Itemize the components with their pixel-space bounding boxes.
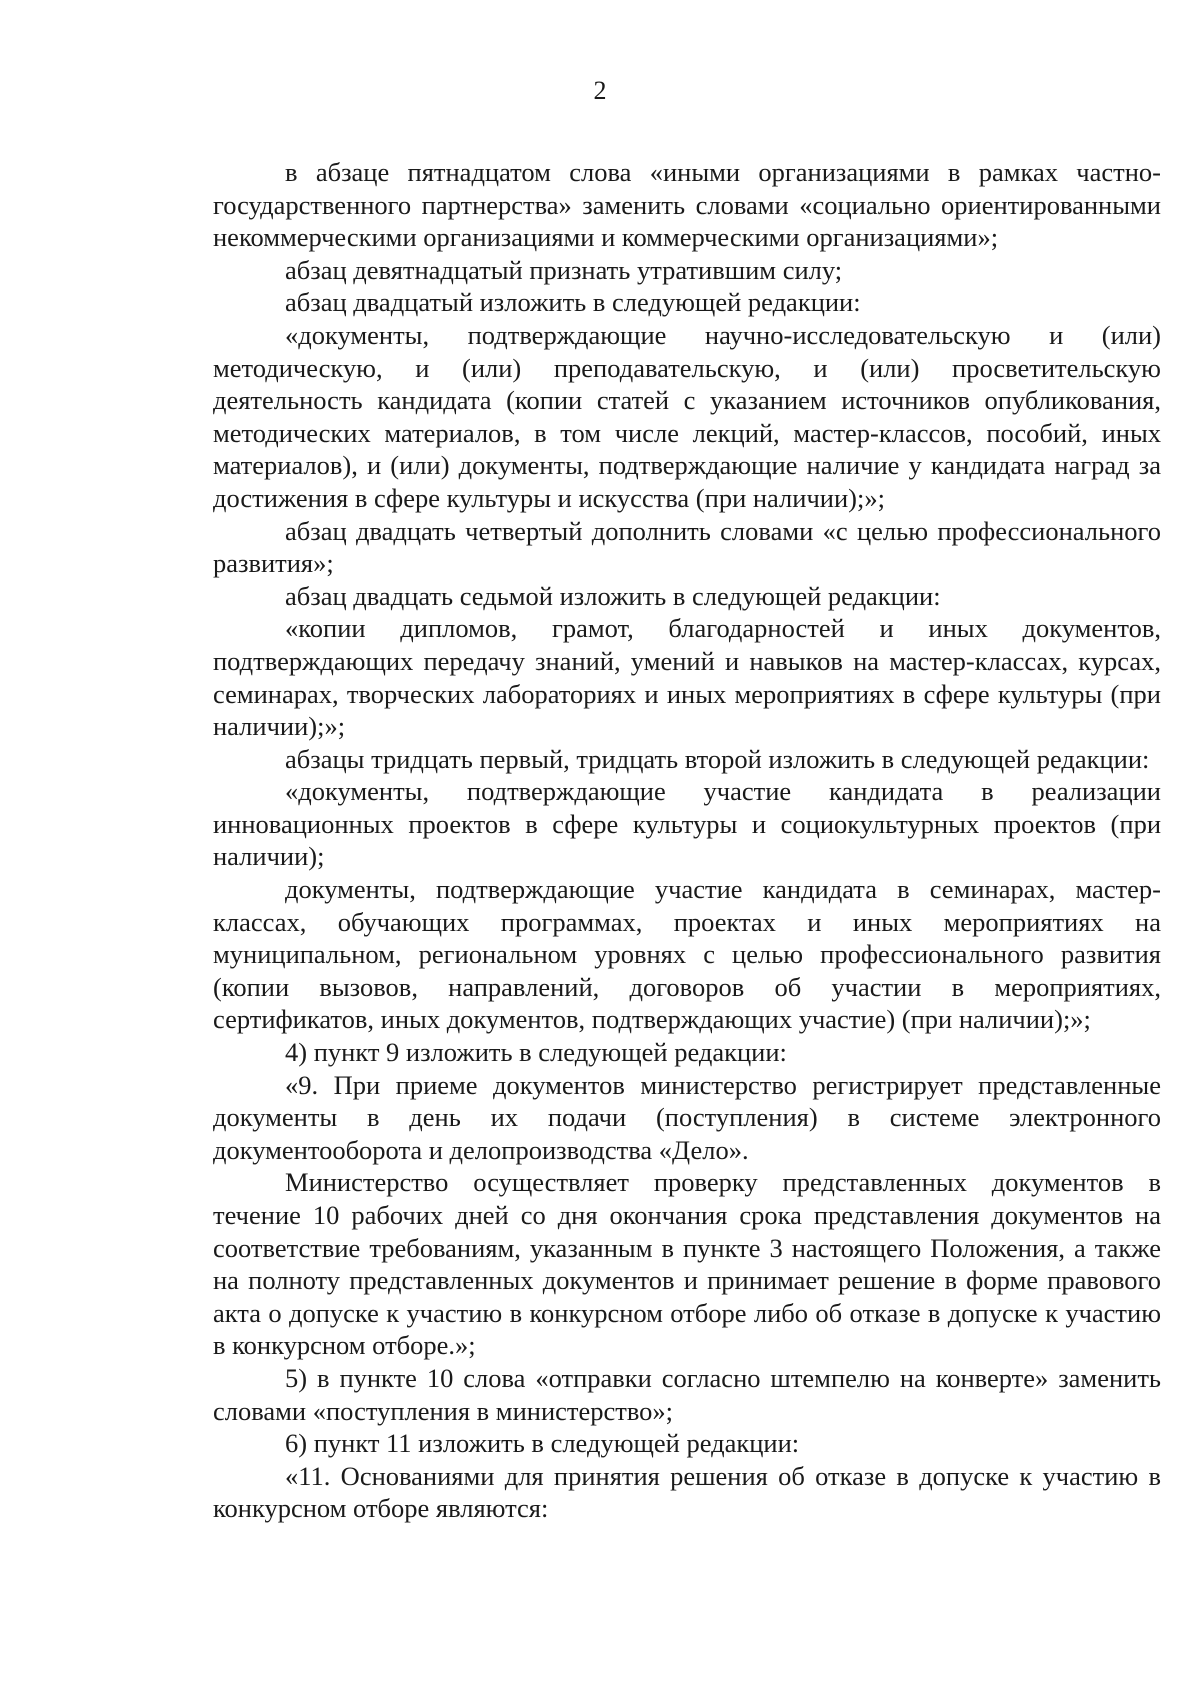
- paragraph: «документы, подтверждающие участие кандидата в реализации инновационных проектов в сфере культуры и социокультурных проектов (при наличии);: [213, 776, 1161, 872]
- paragraph: 4) пункт 9 изложить в следующей редакции:: [285, 1037, 787, 1068]
- paragraph: 5) в пункте 10 слова «отправки согласно штемпелю на конверте» заменить словами «поступления в министерство»;: [213, 1362, 1161, 1426]
- paragraph: абзац двадцать седьмой изложить в следующей редакции:: [285, 580, 941, 611]
- paragraph: 6) пункт 11 изложить в следующей редакции:: [285, 1428, 800, 1459]
- paragraph: абзац девятнадцатый признать утратившим силу;: [285, 254, 843, 285]
- paragraph: документы, подтверждающие участие кандидата в семинарах, мастер-классах, обучающих программах, проектах и иных мероприятиях на муниципальном, региональном уровнях с целью профессионального развития (копии вызовов, направлений, договоров об участии в мероприятиях, сертификатов, иных документов, подтверждающих участие) (при наличии);»;: [213, 874, 1161, 1035]
- page-number: 2: [593, 76, 607, 105]
- paragraph: абзац двадцать четвертый дополнить словами «с целью профессионального развития»;: [213, 515, 1161, 579]
- paragraph: Министерство осуществляет проверку представленных документов в течение 10 рабочих дней со дня окончания срока представления документов на соответствие требованиям, указанным в пункте 3 настоящего Положения, а также на полноту представленных документов и принимает решение в форме правового акта о допуске к участию в конкурсном отборе либо об отказе в допуске к участию в конкурсном отборе.»;: [213, 1167, 1161, 1361]
- paragraph: «11. Основаниями для принятия решения об отказе в допуске к участию в конкурсном отборе являются:: [213, 1460, 1161, 1524]
- paragraph: «копии дипломов, грамот, благодарностей и иных документов, подтверждающих передачу знаний, умений и навыков на мастер-классах, курсах, семинарах, творческих лабораториях и иных мероприятиях в сфере культуры (при наличии);»;: [213, 613, 1161, 742]
- paragraph: абзац двадцатый изложить в следующей редакции:: [285, 287, 861, 318]
- paragraph: в абзаце пятнадцатом слова «иными организациями в рамках частно-государственного партнерства» заменить словами «социально ориентированными некоммерческими организациями и коммерческими организациями»;: [213, 157, 1161, 253]
- paragraph: абзацы тридцать первый, тридцать второй изложить в следующей редакции:: [285, 743, 1150, 774]
- paragraph: «9. При приеме документов министерство регистрирует представленные документы в день их подачи (поступления) в системе электронного документооборота и делопроизводства «Дело».: [213, 1069, 1161, 1165]
- paragraph: «документы, подтверждающие научно-исследовательскую и (или) методическую, и (или) преподавательскую, и (или) просветительскую деятельность кандидата (копии статей с указанием источников опубликования, методических материалов, в том числе лекций, мастер-классов, пособий, иных материалов), и (или) документы, подтверждающие наличие у кандидата наград за достижения в сфере культуры и искусства (при наличии);»;: [213, 319, 1161, 513]
- document-body: [213, 156, 1161, 1525]
